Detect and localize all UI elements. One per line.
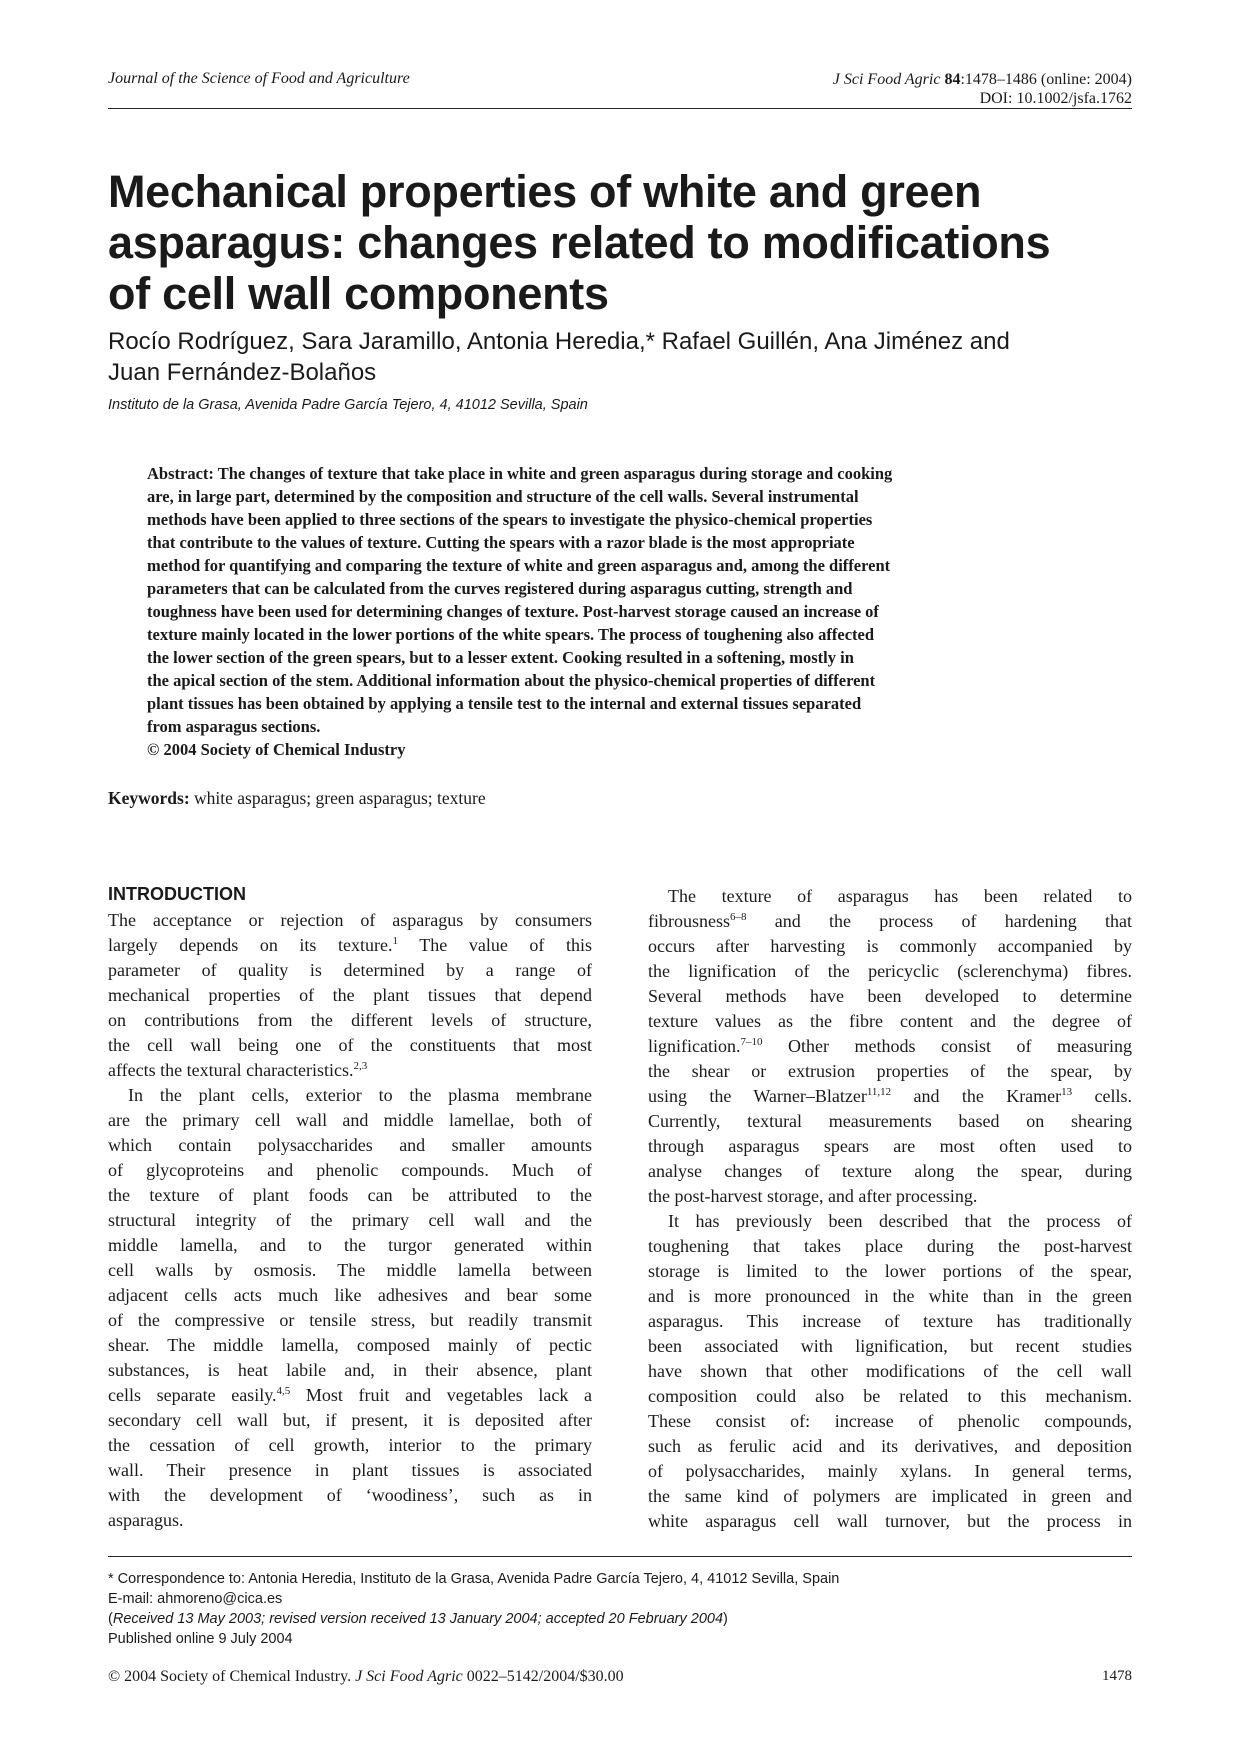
body-line: occurs after harvesting is commonly accompanied by: [648, 936, 1132, 956]
body-line: structural integrity of the primary cell wall and the: [108, 1210, 592, 1230]
abstract: [147, 462, 1097, 761]
body-line: parameter of quality is determined by a range of: [108, 960, 592, 980]
abstract-line: method for quantifying and comparing the texture of white and green asparagus and, among the different: [147, 556, 891, 575]
abstract-line: plant tissues has been obtained by applying a tensile test to the internal and external tissues separated: [147, 694, 862, 713]
body-line: These consist of: increase of phenolic compounds,: [648, 1411, 1132, 1431]
author-line: Rocío Rodríguez, Sara Jaramillo, Antonia Heredia,* Rafael Guillén, Ana Jiménez and: [108, 328, 1010, 355]
body-line: cell walls by osmosis. The middle lamella between: [108, 1260, 592, 1280]
body-line: The texture of asparagus has been related to: [668, 886, 1132, 906]
abstract-line: that contribute to the values of texture. Cutting the spears with a razor blade is the most appropriate: [147, 533, 855, 552]
body-line: and is more pronounced in the white than in the green: [648, 1286, 1132, 1306]
body-text: cells separate easily.: [108, 1385, 277, 1405]
body-line: on contributions from the different levels of structure,: [108, 1010, 592, 1030]
body-line: [648, 909, 1132, 934]
left-column: [108, 908, 592, 1533]
citation-pages: :1478–1486 (online: 2004): [960, 71, 1132, 88]
body-line: which contain polysaccharides and smaller amounts: [108, 1135, 592, 1155]
body-line: shear. The middle lamella, composed mainly of pectic: [108, 1335, 592, 1355]
journal-name: Journal of the Science of Food and Agriculture: [108, 70, 410, 87]
ref-sup: 1: [392, 935, 398, 947]
body-text: Most fruit and vegetables lack a: [290, 1385, 592, 1405]
body-text: affects the textural characteristics.: [108, 1060, 354, 1080]
body-line: [648, 1034, 1132, 1059]
body-line: Currently, textural measurements based on shearing: [648, 1111, 1132, 1131]
ref-sup: 4,5: [276, 1385, 291, 1397]
body-line: asparagus.: [108, 1510, 184, 1530]
body-line: It has previously been described that the process of: [668, 1211, 1132, 1231]
received-note: (Received 13 May 2003; revised version received 13 January 2004; accepted 20 February 2004): [108, 1611, 728, 1627]
affiliation: Instituto de la Grasa, Avenida Padre García Tejero, 4, 41012 Sevilla, Spain: [108, 397, 588, 413]
body-line: [108, 933, 592, 958]
body-line: have shown that other modifications of the cell wall: [648, 1361, 1132, 1381]
body-line: the shear or extrusion properties of the spear, by: [648, 1061, 1132, 1081]
body-text: and the process of hardening that: [746, 911, 1132, 931]
body-line: the cell wall being one of the constituents that most: [108, 1035, 592, 1055]
abstract-line: methods have been applied to three sections of the spears to investigate the physico-chemical properties: [147, 510, 873, 529]
abstract-line: from asparagus sections.: [147, 717, 321, 736]
body-line: of the compressive or tensile stress, but readily transmit: [108, 1310, 592, 1330]
body-text: The value of this: [397, 935, 592, 955]
author-line: Juan Fernández-Bolaños: [108, 359, 377, 386]
title-line: of cell wall components: [108, 268, 609, 319]
body-line: composition could also be related to this mechanism.: [648, 1386, 1132, 1406]
ref-sup: 6–8: [730, 911, 747, 923]
body-line: toughening that takes place during the post-harvest: [648, 1236, 1132, 1256]
body-line: the cessation of cell growth, interior to the primary: [108, 1435, 592, 1455]
doi: DOI: 10.1002/jsfa.1762: [979, 90, 1132, 107]
body-line: adjacent cells acts much like adhesives and bear some: [108, 1285, 592, 1305]
body-line: are the primary cell wall and middle lamellae, both of: [108, 1110, 592, 1130]
body-line: [648, 1084, 1132, 1109]
body-line: mechanical properties of the plant tissues that depend: [108, 985, 592, 1005]
body-line: middle lamella, and to the turgor generated within: [108, 1235, 592, 1255]
right-column: [648, 884, 1132, 1534]
body-line: of polysaccharides, mainly xylans. In general terms,: [648, 1461, 1132, 1481]
page-number: 1478: [1102, 1668, 1132, 1684]
author-list: [108, 326, 1138, 388]
body-text: cells.: [1072, 1086, 1132, 1106]
abstract-copyright: © 2004 Society of Chemical Industry: [147, 740, 406, 759]
received-dates: Received 13 May 2003; revised version received 13 January 2004; accepted 20 February 2004: [112, 1611, 724, 1627]
abstract-line: parameters that can be calculated from the curves registered during asparagus cutting, strength and: [147, 579, 853, 598]
body-line: analyse changes of texture along the spear, during: [648, 1161, 1132, 1181]
keywords-text: white asparagus; green asparagus; texture: [194, 788, 486, 808]
article-title: [108, 166, 1138, 319]
citation-line: [833, 70, 1132, 89]
body-line: The acceptance or rejection of asparagus by consumers: [108, 910, 592, 930]
body-line: of glycoproteins and phenolic compounds. Much of: [108, 1160, 592, 1180]
body-line: the same kind of polymers are implicated in green and: [648, 1486, 1132, 1506]
section-heading: INTRODUCTION: [108, 884, 246, 904]
body-line: Several methods have been developed to determine: [648, 986, 1132, 1006]
body-line: texture values as the fibre content and the degree of: [648, 1011, 1132, 1031]
ref-sup: 13: [1061, 1086, 1073, 1098]
abstract-line: the apical section of the stem. Additional information about the physico-chemical properties of different: [147, 671, 876, 690]
body-line: through asparagus spears are most often used to: [648, 1136, 1132, 1156]
body-text: and the Kramer: [891, 1086, 1062, 1106]
ref-sup: 11,12: [866, 1086, 892, 1098]
body-text: lignification.: [648, 1036, 741, 1056]
ref-sup: 2,3: [353, 1060, 368, 1072]
body-line: wall. Their presence in plant tissues is associated: [108, 1460, 592, 1480]
copyright-text: © 2004 Society of Chemical Industry.: [108, 1668, 356, 1685]
body-text: Other methods consist of measuring: [762, 1036, 1132, 1056]
email-note: E-mail: ahmoreno@cica.es: [108, 1591, 283, 1607]
keywords-label: Keywords:: [108, 788, 190, 808]
citation-block: [833, 70, 1132, 108]
body-line: In the plant cells, exterior to the plasma membrane: [128, 1085, 592, 1105]
title-line: Mechanical properties of white and green: [108, 166, 982, 217]
body-line: [108, 1058, 592, 1083]
correspondence-note: * Correspondence to: Antonia Heredia, Instituto de la Grasa, Avenida Padre García Tejero, 4, 41012 Sevilla, Spain: [108, 1571, 840, 1587]
body-line: the post-harvest storage, and after processing.: [648, 1186, 978, 1206]
body-line: been associated with lignification, but recent studies: [648, 1336, 1132, 1356]
body-line: the texture of plant foods can be attributed to the: [108, 1185, 592, 1205]
issn: 0022–5142/2004/$30.00: [462, 1668, 624, 1685]
header-rule: [108, 108, 1132, 109]
citation-abbrev: J Sci Food Agric: [832, 71, 941, 88]
body-line: asparagus. This increase of texture has traditionally: [648, 1311, 1132, 1331]
body-text: largely depends on its texture.: [108, 935, 393, 955]
journal-abbrev: J Sci Food Agric: [355, 1668, 463, 1685]
ref-sup: 7–10: [740, 1036, 763, 1048]
body-line: substances, is heat labile and, in their absence, plant: [108, 1360, 592, 1380]
published-note: Published online 9 July 2004: [108, 1631, 293, 1647]
abstract-line: toughness have been used for determining changes of texture. Post-harvest storage caused an increase of: [147, 602, 879, 621]
abstract-line: texture mainly located in the lower portions of the white spears. The process of toughening also affected: [147, 625, 875, 644]
body-text: fibrousness: [648, 911, 730, 931]
body-text: using the Warner–Blatzer: [648, 1086, 867, 1106]
abstract-line: the lower section of the green spears, but to a lesser extent. Cooking resulted in a softening, mostly in: [147, 648, 854, 667]
abstract-line: are, in large part, determined by the composition and structure of the cell walls. Several instrumental: [147, 487, 859, 506]
body-line: secondary cell wall but, if present, it is deposited after: [108, 1410, 592, 1430]
citation-volume: 84: [944, 71, 961, 88]
abstract-line: Abstract: The changes of texture that take place in white and green asparagus during storage and cooking: [147, 464, 893, 483]
body-line: with the development of ‘woodiness’, such as in: [108, 1485, 592, 1505]
keywords: [108, 788, 486, 809]
footnote-rule: [108, 1556, 1132, 1557]
body-line: [108, 1383, 592, 1408]
body-line: white asparagus cell wall turnover, but the process in: [648, 1511, 1132, 1531]
footnotes: [108, 1569, 839, 1649]
footer-copyright: [108, 1668, 624, 1686]
title-line: asparagus: changes related to modifications: [108, 217, 1051, 268]
body-line: the lignification of the pericyclic (sclerenchyma) fibres.: [648, 961, 1132, 981]
body-line: such as ferulic acid and its derivatives, and deposition: [648, 1436, 1132, 1456]
body-line: storage is limited to the lower portions of the spear,: [648, 1261, 1132, 1281]
